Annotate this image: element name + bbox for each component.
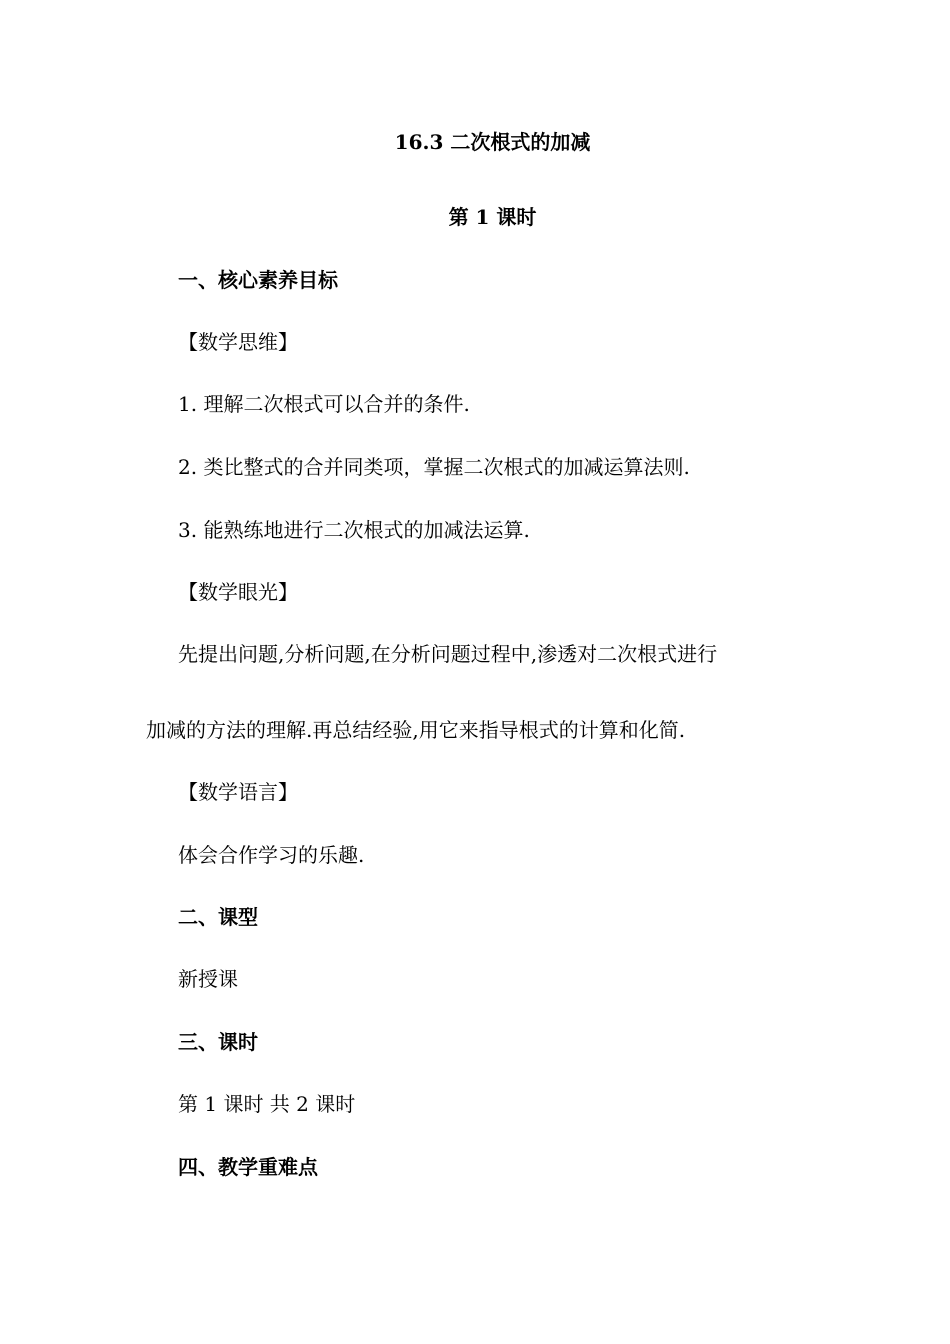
goal-item-1: 1. 理解二次根式可以合并的条件.	[178, 392, 470, 416]
section-heading-periods: 三、课时	[178, 1030, 258, 1054]
goal-item-2: 2. 类比整式的合并同类项，掌握二次根式的加减运算法则.	[178, 455, 690, 479]
goal-item-3: 3. 能熟练地进行二次根式的加减法运算.	[178, 518, 530, 542]
vision-label: 【数学眼光】	[178, 580, 298, 604]
lesson-subtitle: 第 1 课时	[448, 205, 537, 229]
language-label: 【数学语言】	[178, 780, 298, 804]
language-text: 体会合作学习的乐趣.	[178, 843, 365, 867]
lesson-type-text: 新授课	[178, 967, 238, 991]
section-heading-goals: 一、核心素养目标	[178, 268, 338, 292]
periods-text: 第 1 课时 共 2 课时	[178, 1092, 356, 1116]
document-title: 16.3 二次根式的加减	[394, 130, 591, 154]
thinking-label: 【数学思维】	[178, 330, 298, 354]
section-heading-key-points: 四、教学重难点	[178, 1155, 318, 1179]
vision-text-line-2: 加减的方法的理解.再总结经验,用它来指导根式的计算和化简.	[146, 718, 686, 742]
section-heading-lesson-type: 二、课型	[178, 905, 258, 929]
vision-text-line-1: 先提出问题,分析问题,在分析问题过程中,渗透对二次根式进行	[178, 642, 718, 666]
